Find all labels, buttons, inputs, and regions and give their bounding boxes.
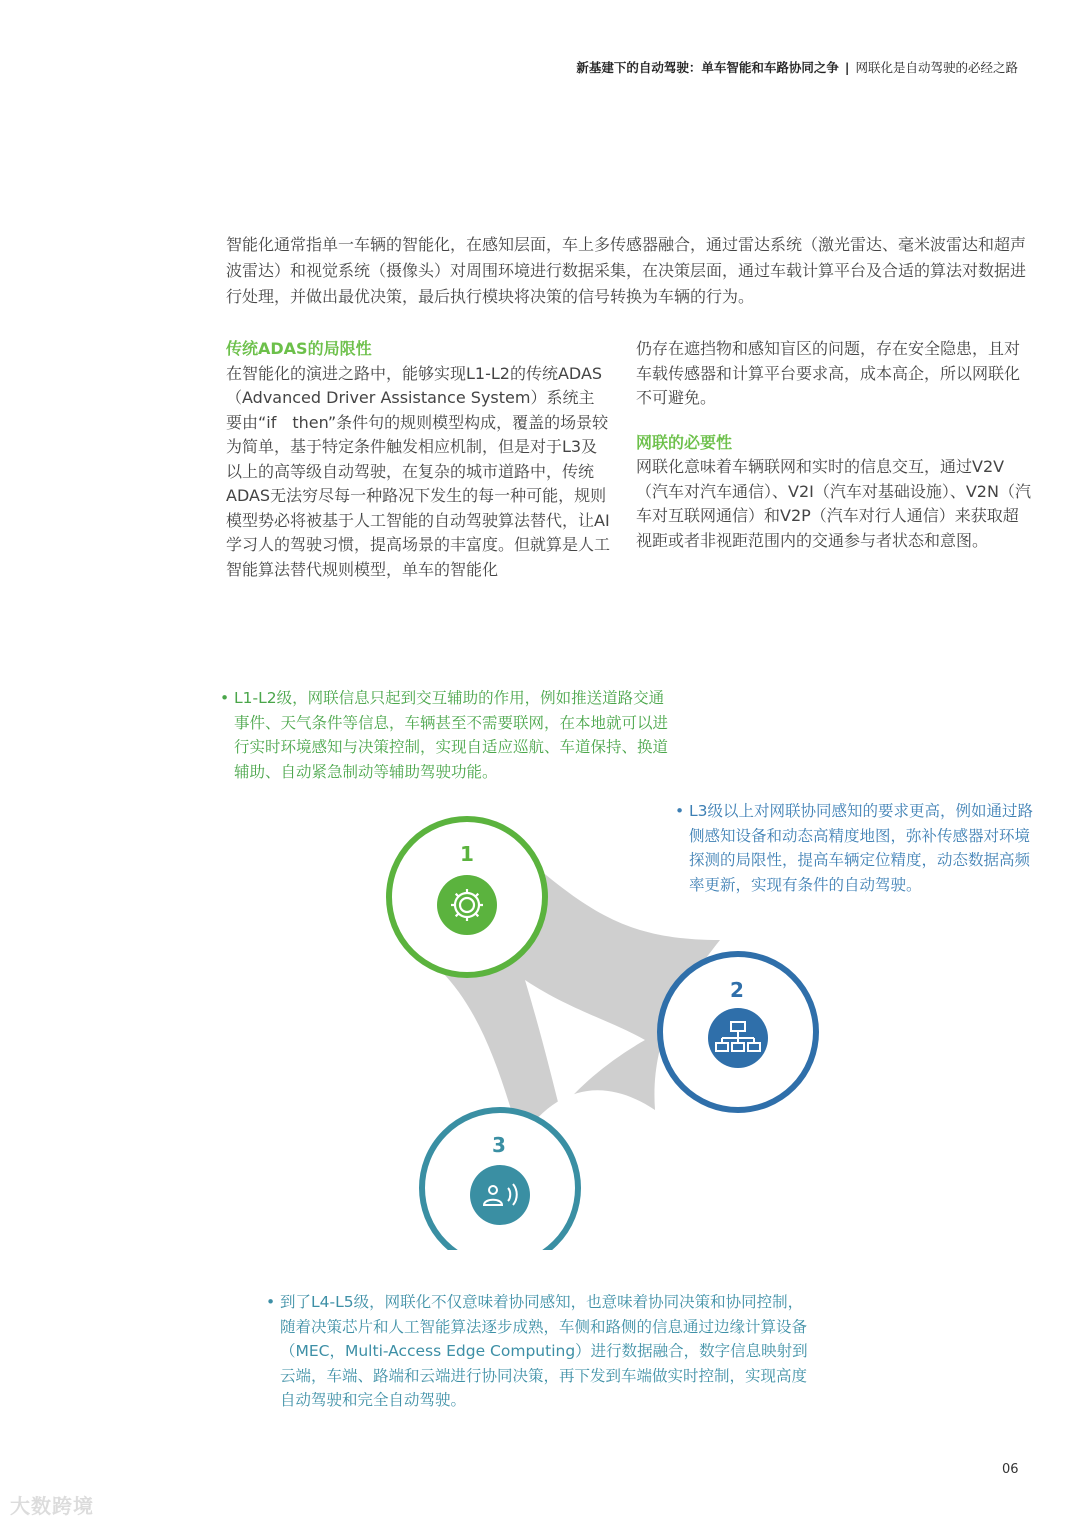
page-number: 06	[1002, 1462, 1019, 1477]
node-1-fill	[437, 875, 497, 935]
node-3-number: 3	[492, 1133, 506, 1157]
running-header	[576, 58, 1018, 76]
bullet-dot: •	[675, 802, 685, 820]
connectivity-necessity-heading: 网联的必要性	[636, 432, 733, 452]
header-separator: |	[844, 60, 850, 75]
bullet-dot: •	[266, 1293, 276, 1311]
node-2-number: 2	[730, 978, 744, 1002]
right-column	[636, 337, 1032, 553]
left-column	[226, 337, 610, 582]
bullet-text: 到了L4-L5级，网联化不仅意味着协同感知，也意味着协同决策和协同控制，随着决策芯片和人工智能算法逐步成熟，车侧和路侧的信息通过边缘计算设备（MEC，Multi-Access Edge Computing）进行数据融合，数字信息映射到云端，车端、路端和云端进行协同决策，再下发到车端做实时控制，实现高度自动驾驶和完全自动驾驶。	[280, 1293, 808, 1409]
diagram-graphic	[380, 810, 840, 1250]
bullet-dot: •	[220, 689, 230, 707]
node-3-fill	[470, 1165, 530, 1225]
watermark-logo: 大数跨境	[10, 1494, 94, 1518]
adas-limitations-heading: 传统ADAS的局限性	[226, 339, 372, 358]
section-title: 网联化是自动驾驶的必经之路	[855, 60, 1018, 75]
adas-limitations-continued: 仍存在遮挡物和感知盲区的问题，存在安全隐患，且对车载传感器和计算平台要求高，成本高企，所以网联化不可避免。	[636, 339, 1021, 407]
intro-paragraph: 智能化通常指单一车辆的智能化，在感知层面，车上多传感器融合，通过雷达系统（激光雷达、毫米波雷达和超声波雷达）和视觉系统（摄像头）对周围环境进行数据采集，在决策层面，通过车载计算平台及合适的算法对数据进行处理，并做出最优决策，最后执行模块将决策的信号转换为车辆的行为。	[226, 235, 1027, 306]
report-title: 新基建下的自动驾驶：单车智能和车路协同之争	[576, 60, 839, 75]
node-1-number: 1	[460, 842, 474, 866]
connectivity-necessity-body: 网联化意味着车辆联网和实时的信息交互，通过V2V（汽车对汽车通信）、V2I（汽车对基础设施）、V2N（汽车对互联网通信）和V2P（汽车对行人通信）来获取超视距或者非视距范围内的交通参与者状态和意图。	[636, 457, 1031, 550]
bullet-text: L1-L2级，网联信息只起到交互辅助的作用，例如推送道路交通事件、天气条件等信息，车辆甚至不需要联网，在本地就可以进行实时环境感知与决策控制，实现自适应巡航、车道保持、换道辅助、自动紧急制动等辅助驾驶功能。	[234, 689, 669, 781]
diagram-bullet-3	[266, 1290, 816, 1413]
bullet-text: L3级以上对网联协同感知的要求更高，例如通过路侧感知设备和动态高精度地图，弥补传感器对环境探测的局限性，提高车辆定位精度，动态数据高频率更新，实现有条件的自动驾驶。	[689, 802, 1033, 894]
connectivity-levels-diagram	[380, 810, 840, 1250]
diagram-bullet-1	[220, 686, 674, 784]
adas-limitations-body: 在智能化的演进之路中，能够实现L1-L2的传统ADAS（Advanced Driver Assistance System）系统主要由“if then”条件句的规则模型构成，覆盖的场景较为简单，基于特定条件触发相应机制，但是对于L3及以上的高等级自动驾驶，在复杂的城市道路中，传统ADAS无法穷尽每一种路况下发生的每一种可能，规则模型势必将被基于人工智能的自动驾驶算法替代，让AI学习人的驾驶习惯，提高场景的丰富度。但就算是人工智能算法替代规则模型，单车的智能化	[226, 363, 611, 579]
